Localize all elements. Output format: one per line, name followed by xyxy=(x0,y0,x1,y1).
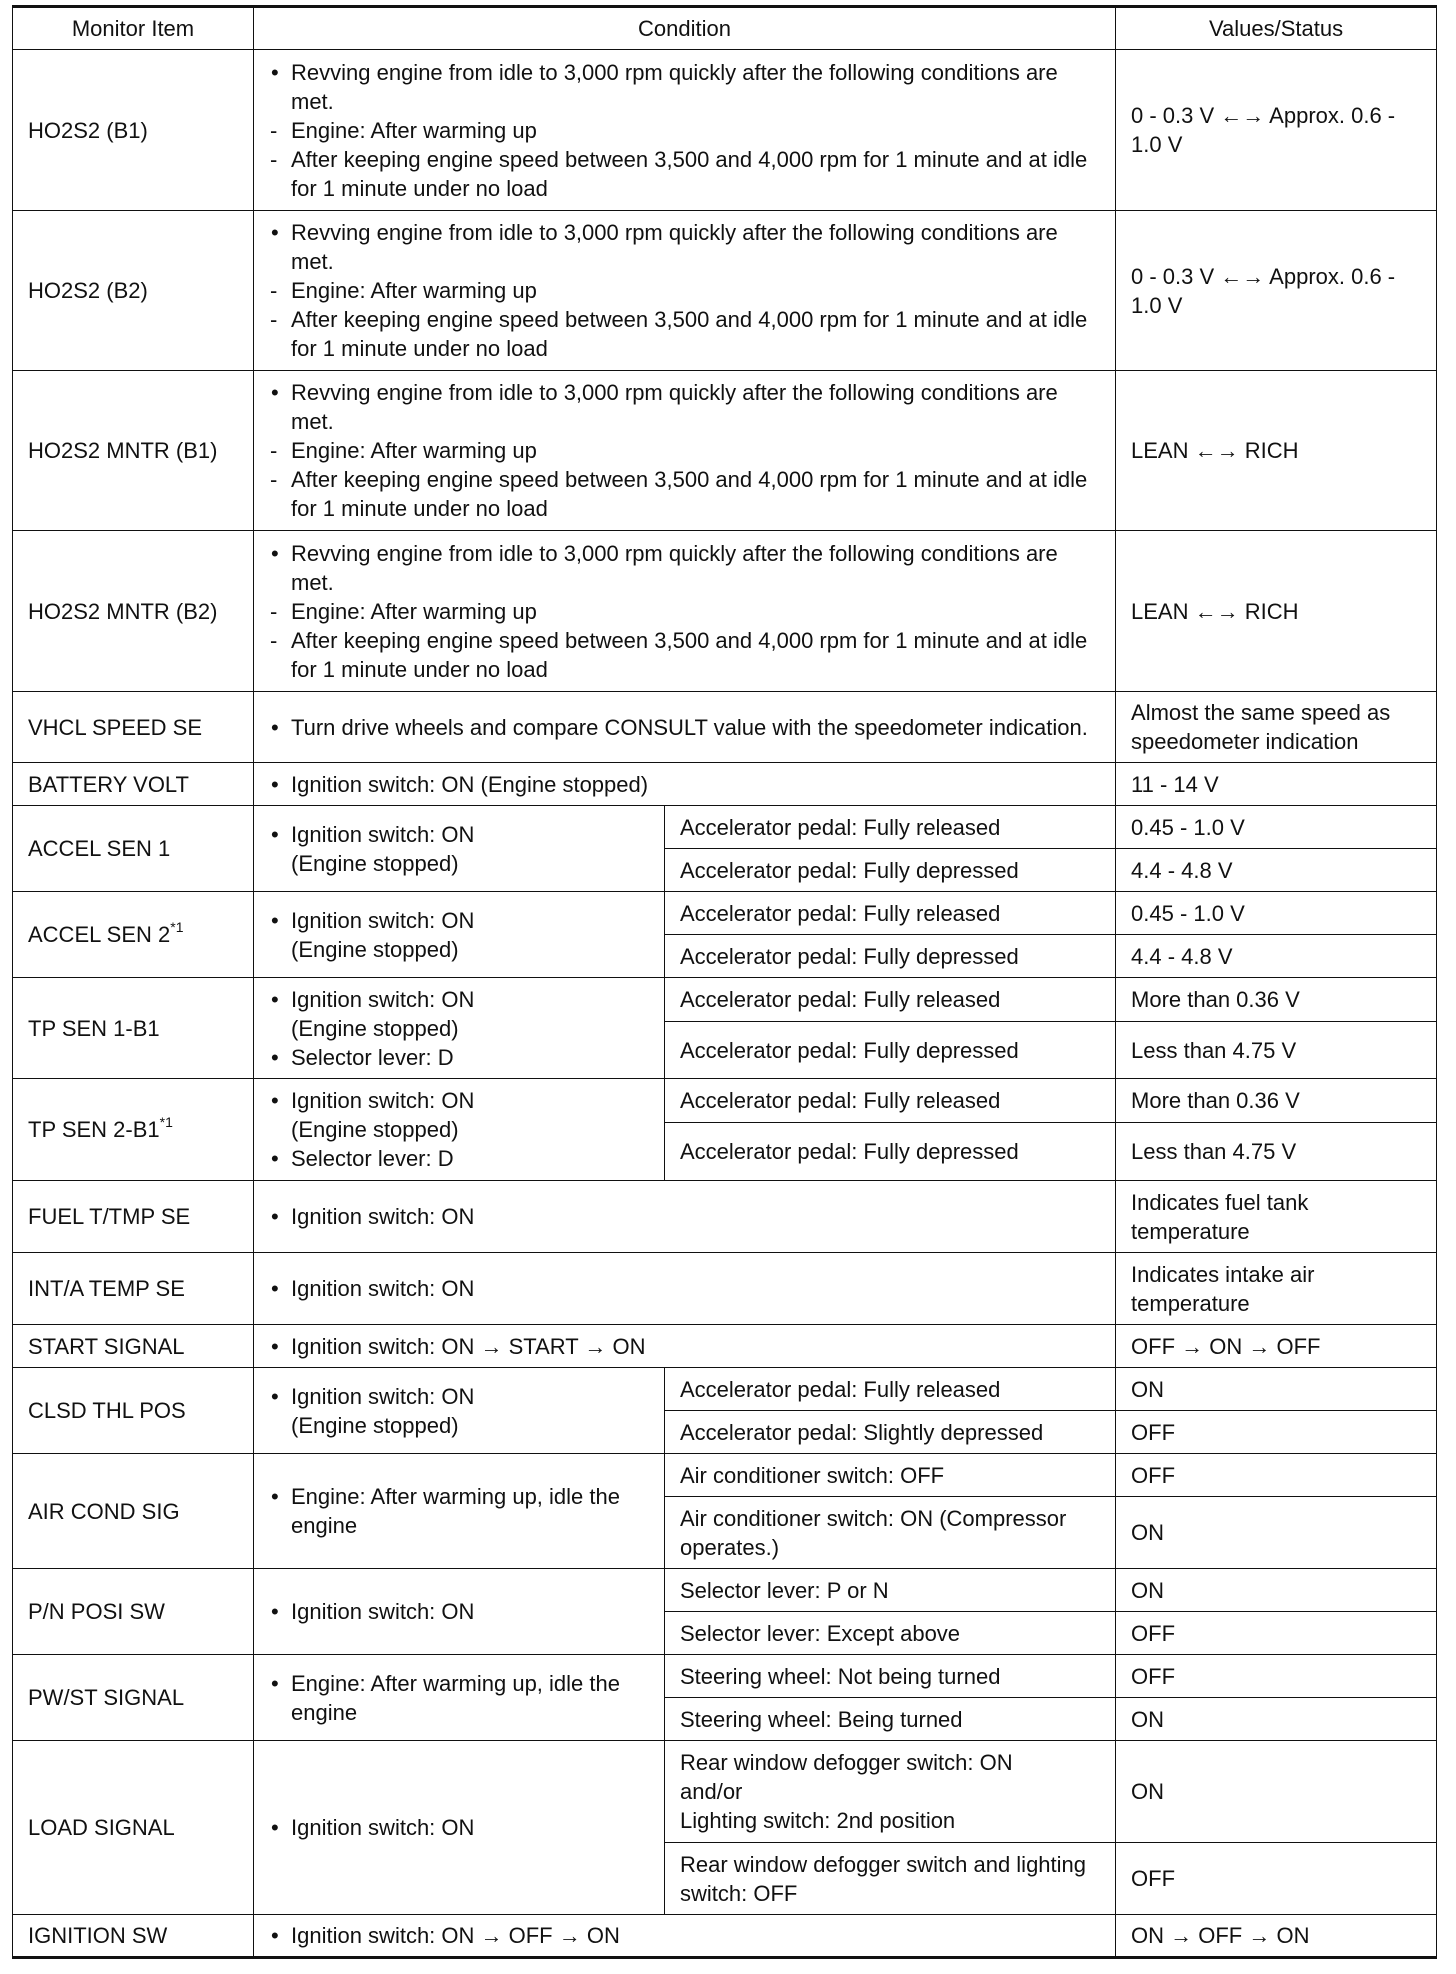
value-cell: OFF xyxy=(1116,1411,1437,1454)
monitor-item-cell: LOAD SIGNAL xyxy=(13,1741,254,1915)
condition-cell xyxy=(254,1655,665,1741)
value-cell: Indicates fuel tank temperature xyxy=(1116,1181,1437,1253)
value-cell: Less than 4.75 V xyxy=(1116,1022,1437,1079)
monitor-item-cell: HO2S2 (B1) xyxy=(13,50,254,211)
condition-line: • Revving engine from idle to 3,000 rpm quickly after the following conditions are met. xyxy=(267,58,1101,116)
condition-line: • Ignition switch: ON xyxy=(267,985,650,1014)
table-row xyxy=(13,1741,1437,1843)
value-cell: OFF xyxy=(1116,1655,1437,1698)
condition-cell xyxy=(254,1454,665,1569)
sub-condition-cell: Accelerator pedal: Fully released xyxy=(665,806,1116,849)
value-cell: Less than 4.75 V xyxy=(1116,1123,1437,1181)
value-cell: 11 - 14 V xyxy=(1116,763,1437,806)
sub-condition-line: and/or xyxy=(680,1779,743,1804)
condition-line: • Ignition switch: ON (Engine stopped) xyxy=(267,770,1101,799)
sub-condition-line: Rear window defogger switch: ON xyxy=(680,1750,1013,1775)
sub-condition-cell: Accelerator pedal: Fully depressed xyxy=(665,935,1116,978)
condition-line: • Revving engine from idle to 3,000 rpm quickly after the following conditions are met. xyxy=(267,378,1101,436)
monitor-item-label: ACCEL SEN 2 xyxy=(28,922,171,947)
sub-condition-cell: Accelerator pedal: Fully depressed xyxy=(665,1123,1116,1181)
sub-condition-cell: Accelerator pedal: Fully depressed xyxy=(665,1022,1116,1079)
footnote-marker: *1 xyxy=(170,918,184,935)
condition-line: - After keeping engine speed between 3,500 and 4,000 rpm for 1 minute and at idle for 1 minute under no load xyxy=(267,145,1101,203)
table-row xyxy=(13,692,1437,763)
value-cell: LEAN ←→ RICH xyxy=(1116,531,1437,692)
sub-condition-cell: Steering wheel: Being turned xyxy=(665,1698,1116,1741)
sub-condition-cell: Steering wheel: Not being turned xyxy=(665,1655,1116,1698)
condition-line: • Ignition switch: ON xyxy=(267,906,650,935)
monitor-item-cell: IGNITION SW xyxy=(13,1915,254,1958)
monitor-item-cell: CLSD THL POS xyxy=(13,1368,254,1454)
value-cell: 4.4 - 4.8 V xyxy=(1116,935,1437,978)
condition-cell xyxy=(254,1569,665,1655)
value-cell: ON xyxy=(1116,1497,1437,1569)
value-cell: OFF xyxy=(1116,1454,1437,1497)
condition-line: - Engine: After warming up xyxy=(267,597,1101,626)
monitor-item-cell: START SIGNAL xyxy=(13,1325,254,1368)
condition-line: (Engine stopped) xyxy=(291,1117,459,1142)
condition-line: • Ignition switch: ON xyxy=(267,1274,1101,1303)
monitor-item-cell: AIR COND SIG xyxy=(13,1454,254,1569)
value-cell: ON xyxy=(1116,1569,1437,1612)
monitor-item-cell: HO2S2 MNTR (B1) xyxy=(13,371,254,531)
condition-cell xyxy=(254,806,665,892)
sub-condition-cell: Selector lever: P or N xyxy=(665,1569,1116,1612)
value-cell: OFF xyxy=(1116,1612,1437,1655)
condition-cell xyxy=(254,211,1116,371)
condition-line: (Engine stopped) xyxy=(291,1015,459,1041)
condition-line: • Selector lever: D xyxy=(267,1144,650,1173)
value-cell: ON → OFF → ON xyxy=(1116,1915,1437,1958)
monitor-item-cell: P/N POSI SW xyxy=(13,1569,254,1655)
condition-line: • Ignition switch: ON xyxy=(267,1202,1101,1231)
condition-cell xyxy=(254,1915,1116,1958)
condition-cell xyxy=(254,692,1116,763)
condition-line: - Engine: After warming up xyxy=(267,436,1101,465)
condition-cell xyxy=(254,1253,1116,1325)
sub-condition-cell: Accelerator pedal: Fully released xyxy=(665,892,1116,935)
monitor-item-cell xyxy=(13,892,254,978)
table-row xyxy=(13,1915,1437,1958)
header-condition: Condition xyxy=(254,7,1116,50)
monitor-item-cell: FUEL T/TMP SE xyxy=(13,1181,254,1253)
condition-cell xyxy=(254,1741,665,1915)
monitor-item-cell: TP SEN 1-B1 xyxy=(13,978,254,1079)
monitor-item-cell: BATTERY VOLT xyxy=(13,763,254,806)
condition-cell xyxy=(254,1079,665,1181)
sub-condition-cell: Air conditioner switch: ON (Compressor operates.) xyxy=(665,1497,1116,1569)
value-cell: 4.4 - 4.8 V xyxy=(1116,849,1437,892)
value-cell: More than 0.36 V xyxy=(1116,1079,1437,1123)
table-row xyxy=(13,1253,1437,1325)
value-cell: OFF → ON → OFF xyxy=(1116,1325,1437,1368)
condition-cell xyxy=(254,1325,1116,1368)
monitor-item-cell: PW/ST SIGNAL xyxy=(13,1655,254,1741)
sub-condition-cell: Air conditioner switch: OFF xyxy=(665,1454,1116,1497)
condition-line: • Revving engine from idle to 3,000 rpm quickly after the following conditions are met. xyxy=(267,218,1101,276)
header-monitor-item: Monitor Item xyxy=(13,7,254,50)
value-cell: ON xyxy=(1116,1368,1437,1411)
condition-line: • Engine: After warming up, idle the engine xyxy=(267,1669,650,1727)
value-cell: OFF xyxy=(1116,1843,1437,1915)
condition-line: • Revving engine from idle to 3,000 rpm quickly after the following conditions are met. xyxy=(267,539,1101,597)
value-cell: ON xyxy=(1116,1698,1437,1741)
condition-cell xyxy=(254,371,1116,531)
table-row xyxy=(13,50,1437,211)
condition-line: • Engine: After warming up, idle the engine xyxy=(267,1482,650,1540)
value-cell: Indicates intake air temperature xyxy=(1116,1253,1437,1325)
footnote-marker: *1 xyxy=(159,1113,173,1130)
value-cell: Almost the same speed as speedometer indication xyxy=(1116,692,1437,763)
sub-condition-cell: Accelerator pedal: Fully released xyxy=(665,1368,1116,1411)
table-row xyxy=(13,892,1437,935)
condition-cell xyxy=(254,50,1116,211)
monitor-item-label: TP SEN 2-B1 xyxy=(28,1117,160,1142)
condition-cell xyxy=(254,763,1116,806)
sub-condition-cell: Accelerator pedal: Fully depressed xyxy=(665,849,1116,892)
condition-line: - After keeping engine speed between 3,500 and 4,000 rpm for 1 minute and at idle for 1 minute under no load xyxy=(267,305,1101,363)
table-header-row xyxy=(13,7,1437,50)
monitor-item-cell: VHCL SPEED SE xyxy=(13,692,254,763)
value-cell: 0 - 0.3 V ←→ Approx. 0.6 - 1.0 V xyxy=(1116,50,1437,211)
condition-line: • Ignition switch: ON → OFF → ON xyxy=(267,1921,1101,1950)
condition-line: • Ignition switch: ON → START → ON xyxy=(267,1332,1101,1361)
condition-line: • Ignition switch: ON xyxy=(267,1086,650,1115)
table-row xyxy=(13,371,1437,531)
condition-line: • Ignition switch: ON xyxy=(267,1597,650,1626)
table-row xyxy=(13,1079,1437,1123)
condition-cell xyxy=(254,892,665,978)
sub-condition-cell: Accelerator pedal: Fully released xyxy=(665,1079,1116,1123)
condition-line: • Ignition switch: ON xyxy=(267,1382,650,1411)
value-cell: 0.45 - 1.0 V xyxy=(1116,892,1437,935)
table-row xyxy=(13,1325,1437,1368)
value-cell: ON xyxy=(1116,1741,1437,1843)
condition-cell xyxy=(254,978,665,1079)
table-row xyxy=(13,806,1437,849)
sub-condition-cell xyxy=(665,1741,1116,1843)
sub-condition-cell: Accelerator pedal: Fully released xyxy=(665,978,1116,1022)
sub-condition-cell: Selector lever: Except above xyxy=(665,1612,1116,1655)
monitor-item-cell: ACCEL SEN 1 xyxy=(13,806,254,892)
condition-line: (Engine stopped) xyxy=(291,850,459,876)
table-row xyxy=(13,1569,1437,1612)
table-row xyxy=(13,763,1437,806)
condition-line: (Engine stopped) xyxy=(291,1412,459,1438)
value-cell: 0.45 - 1.0 V xyxy=(1116,806,1437,849)
monitor-item-cell: HO2S2 (B2) xyxy=(13,211,254,371)
monitor-item-table xyxy=(12,5,1437,1959)
condition-line: • Selector lever: D xyxy=(267,1043,650,1072)
monitor-item-cell: HO2S2 MNTR (B2) xyxy=(13,531,254,692)
document-page xyxy=(12,5,1436,1959)
table-row xyxy=(13,211,1437,371)
condition-cell xyxy=(254,531,1116,692)
table-row xyxy=(13,978,1437,1022)
table-row xyxy=(13,1454,1437,1497)
value-cell: More than 0.36 V xyxy=(1116,978,1437,1022)
condition-line: • Turn drive wheels and compare CONSULT value with the speedometer indication. xyxy=(267,713,1101,742)
value-cell: LEAN ←→ RICH xyxy=(1116,371,1437,531)
table-row xyxy=(13,1368,1437,1411)
sub-condition-cell: Rear window defogger switch and lighting switch: OFF xyxy=(665,1843,1116,1915)
monitor-item-cell xyxy=(13,1079,254,1181)
condition-line: - After keeping engine speed between 3,500 and 4,000 rpm for 1 minute and at idle for 1 minute under no load xyxy=(267,626,1101,684)
sub-condition-cell: Accelerator pedal: Slightly depressed xyxy=(665,1411,1116,1454)
header-values-status: Values/Status xyxy=(1116,7,1437,50)
condition-line: • Ignition switch: ON xyxy=(267,820,650,849)
table-row xyxy=(13,531,1437,692)
condition-cell xyxy=(254,1368,665,1454)
condition-line: - Engine: After warming up xyxy=(267,276,1101,305)
condition-line: - After keeping engine speed between 3,500 and 4,000 rpm for 1 minute and at idle for 1 minute under no load xyxy=(267,465,1101,523)
condition-line: • Ignition switch: ON xyxy=(267,1813,650,1842)
value-cell: 0 - 0.3 V ←→ Approx. 0.6 - 1.0 V xyxy=(1116,211,1437,371)
table-row xyxy=(13,1181,1437,1253)
monitor-item-cell: INT/A TEMP SE xyxy=(13,1253,254,1325)
sub-condition-line: Lighting switch: 2nd position xyxy=(680,1808,956,1833)
condition-cell xyxy=(254,1181,1116,1253)
condition-line: (Engine stopped) xyxy=(291,936,459,962)
table-row xyxy=(13,1655,1437,1698)
condition-line: - Engine: After warming up xyxy=(267,116,1101,145)
